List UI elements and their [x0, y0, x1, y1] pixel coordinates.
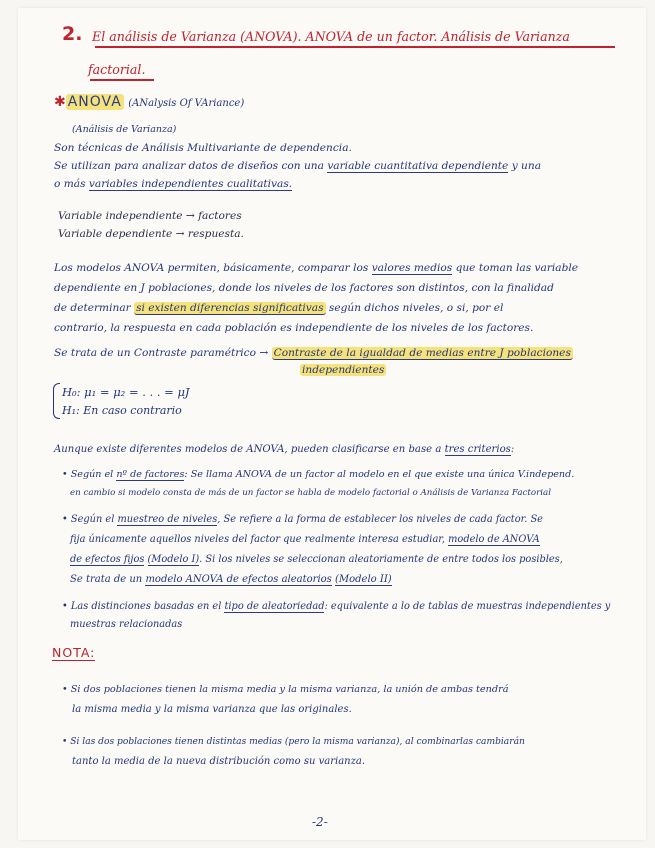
anova-expansion: (ANalysis Of VAriance): [128, 98, 245, 109]
models-line-5: Se trata de un Contraste paramétrico → Contraste de la igualdad de medias entre J poblaciones: [54, 347, 571, 359]
section-title-line1: El análisis de Varianza (ANOVA). ANOVA de un factor. Análisis de Varianza: [92, 29, 570, 44]
anova-spanish: (Análisis de Varianza): [72, 124, 177, 135]
classification-intro: Aunque existe diferentes modelos de ANOVA, pueden clasificarse en base a tres criterios:: [54, 444, 515, 455]
intro-line-1: Son técnicas de Análisis Multivariante de dependencia.: [54, 142, 352, 154]
models-line-3: de determinar si existen diferencias significativas según dichos niveles, o si, por el: [54, 302, 504, 314]
criterion-2-line-3: de efectos fijos (Modelo I). Si los niveles se seleccionan aleatoriamente de entre todos los posibles,: [70, 554, 563, 565]
criterion-2-line-2: fija únicamente aquellos niveles del factor que realmente interesa estudiar, modelo de ANOVA: [70, 534, 540, 545]
criterion-2-line-4: Se trata de un modelo ANOVA de efectos aleatorios (Modelo II): [70, 574, 392, 585]
alt-hypothesis: H₁: En caso contrario: [62, 404, 182, 417]
intro-line-2: Se utilizan para analizar datos de diseños con una variable cuantitativa dependiente y una: [54, 160, 542, 172]
nota-1-line-1: • Si dos poblaciones tienen la misma media y la misma varianza, la unión de ambas tendrá: [62, 684, 509, 695]
section-title-line2: factorial.: [88, 62, 146, 77]
models-line-2: dependiente en J poblaciones, donde los niveles de los factores son distintos, con la finalidad: [54, 282, 554, 294]
anova-word: ANOVA: [67, 94, 122, 110]
criterion-1-line-1: • Según el nº de factores: Se llama ANOVA de un factor al modelo en el que existe una única V.independ.: [62, 469, 575, 480]
var-independent: Variable independiente → factores: [58, 210, 242, 222]
title-underline-2: [90, 79, 154, 81]
nota-1-line-2: la misma media y la misma varianza que las originales.: [72, 704, 352, 715]
nota-2-line-2: tanto la media de la nueva distribución como su varianza.: [72, 756, 366, 767]
hypothesis-brace: [53, 383, 60, 419]
models-line-4: contrario, la respuesta en cada población es independiente de los niveles de los factores.: [54, 322, 534, 334]
anova-heading: [54, 94, 244, 110]
nota-heading: NOTA:: [52, 645, 96, 660]
var-dependent: Variable dependiente → respuesta.: [58, 228, 244, 240]
null-hypothesis: H₀: μ₁ = μ₂ = . . . = μJ: [62, 385, 190, 399]
models-line-6: independientes: [302, 364, 385, 376]
criterion-3-line-1: • Las distinciones basadas en el tipo de aleatoriedad: equivalente a lo de tablas de muestras independientes y: [62, 601, 611, 612]
criterion-3-line-2: muestras relacionadas: [70, 619, 183, 630]
criterion-1-line-2: en cambio si modelo consta de más de un factor se habla de modelo factorial o Análisis de Varianza Factorial: [70, 488, 551, 498]
criterion-2-line-1: • Según el muestreo de niveles, Se refiere a la forma de establecer los niveles de cada factor. Se: [62, 514, 543, 525]
models-line-1: Los modelos ANOVA permiten, básicamente, comparar los valores medios que toman las variable: [54, 262, 579, 274]
intro-line-3: o más variables independientes cualitativas.: [54, 178, 293, 190]
page-number: -2-: [312, 815, 328, 829]
title-underline-1: [95, 46, 615, 48]
nota-2-line-1: • Si las dos poblaciones tienen distintas medias (pero la misma varianza), al combinarlas cambiarán: [62, 737, 525, 747]
section-number: 2.: [62, 23, 83, 45]
asterisk-icon: ✱: [54, 94, 66, 110]
